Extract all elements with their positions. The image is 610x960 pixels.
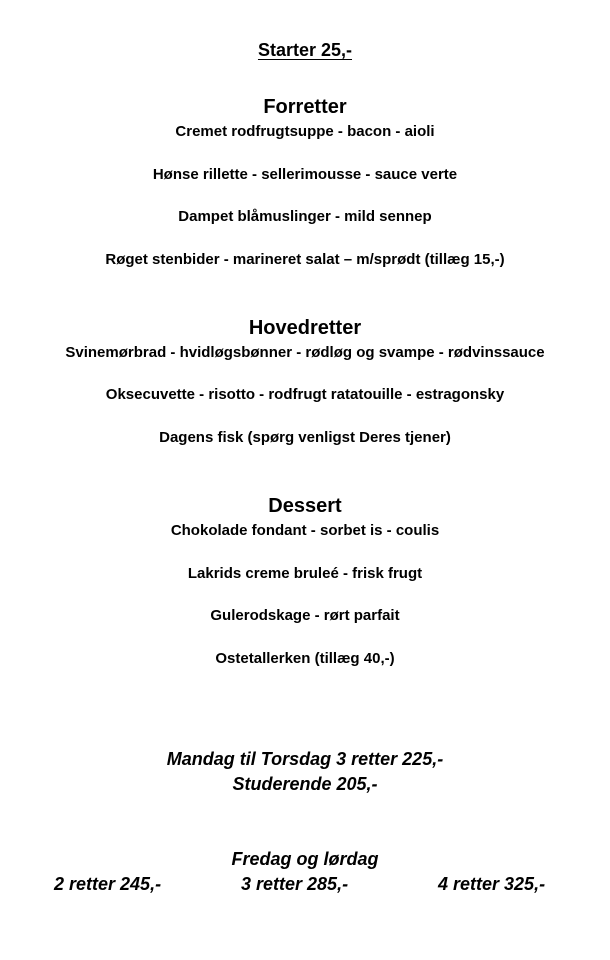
student-offer: Studerende 205,- — [232, 774, 378, 794]
section-title-dessert: Dessert — [268, 495, 342, 517]
dish-dessert-3: Gulerodskage - rørt parfait — [210, 607, 400, 624]
dish-forretter-4: Røget stenbider - marineret salat – m/sprødt (tillæg 15,-) — [105, 251, 505, 268]
dish-hovedretter-3: Dagens fisk (spørg venligst Deres tjener) — [159, 429, 451, 446]
weekday-offer: Mandag til Torsdag 3 retter 225,- — [166, 749, 444, 769]
dish-dessert-4: Ostetallerken (tillæg 40,-) — [215, 650, 395, 667]
section-title-hovedretter: Hovedretter — [248, 317, 362, 339]
weekend-title: Fredag og lørdag — [231, 849, 379, 869]
dish-dessert-2: Lakrids creme bruleé - frisk frugt — [187, 565, 423, 582]
starter-price: Starter 25,- — [257, 40, 353, 60]
weekend-price-3-courses: 3 retter 285,- — [241, 874, 349, 894]
weekend-price-2-courses: 2 retter 245,- — [54, 874, 162, 894]
dish-forretter-3: Dampet blåmuslinger - mild sennep — [178, 208, 432, 225]
section-title-forretter: Forretter — [263, 96, 347, 118]
dish-hovedretter-2: Oksecuvette - risotto - rodfrugt ratatouille - estragonsky — [105, 386, 505, 403]
weekend-price-4-courses: 4 retter 325,- — [438, 874, 546, 894]
dish-forretter-2: Hønse rillette - sellerimousse - sauce verte — [152, 166, 458, 183]
dish-forretter-1: Cremet rodfrugtsuppe - bacon - aioli — [175, 123, 435, 140]
dish-hovedretter-1: Svinemørbrad - hvidløgsbønner - rødløg og svampe - rødvinssauce — [65, 344, 545, 361]
dish-dessert-1: Chokolade fondant - sorbet is - coulis — [170, 522, 440, 539]
